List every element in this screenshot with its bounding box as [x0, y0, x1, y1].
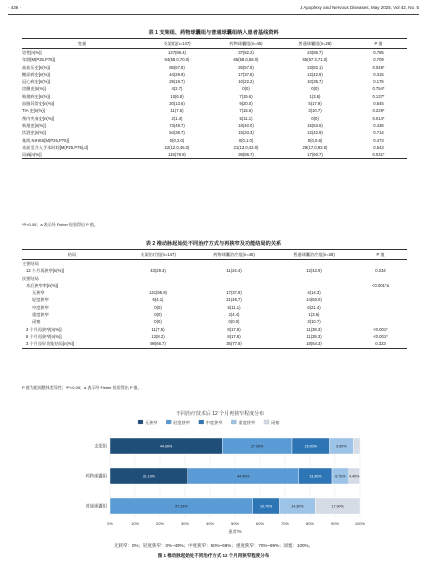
table-cell: 9(20.0): [239, 101, 253, 107]
data-label: 9.50%: [336, 444, 347, 449]
x-tick-label: 90%: [330, 521, 340, 526]
table2-caption: 表 2 椎动脉起始处不同治疗方式与再狭窄及功能结局的关系: [145, 241, 282, 247]
table-cell: 6 个月再狭窄[n(%)]: [26, 333, 62, 339]
column-header: 普通球囊组(n=28): [280, 39, 350, 49]
x-tick-label: 0%: [107, 521, 113, 526]
table-cell: 20(13.6): [169, 101, 185, 107]
category-label: 普通球囊组: [85, 503, 107, 509]
x-axis-label: 患者/%: [228, 529, 242, 534]
table-cell: [354, 260, 407, 268]
x-tick-label: 70%: [280, 521, 290, 526]
table-cell: 0.014*: [372, 115, 385, 121]
column-header: 支架组(n=147): [142, 39, 212, 49]
table-cell: 3 个月再狭窄[n(%)]: [26, 326, 62, 332]
x-tick-label: 100%: [354, 521, 366, 526]
table-cell: 房颤史[n(%)]: [22, 86, 46, 92]
table-cell: [122, 275, 194, 282]
table-cell: 17(37.8): [226, 290, 242, 296]
table-cell: 23(82.1): [307, 64, 323, 70]
legend-swatch: [264, 420, 269, 424]
table-cell: <0.001*: [373, 326, 388, 332]
table-cell: 0.137*: [372, 93, 385, 99]
table-row: [22, 129, 407, 136]
table-cell: 21(46.7): [226, 297, 242, 303]
table-cell: 2(1.4): [171, 115, 183, 121]
table-cell: 21(13.0,42.0): [233, 144, 259, 150]
data-label: 17.90%: [331, 504, 344, 509]
table-cell: 0(0): [242, 86, 250, 92]
table-row: [22, 78, 407, 85]
data-label: 57.10%: [175, 504, 188, 509]
column-header: 变量: [22, 39, 142, 49]
table-cell: 0.031*: [350, 151, 407, 159]
table-row: [22, 318, 407, 325]
table-row: [22, 115, 407, 122]
bar-segment: [353, 438, 360, 454]
data-label: 14.30%: [291, 504, 304, 509]
header-rule: [8, 14, 419, 15]
table-cell: 116(78.9): [142, 151, 212, 159]
table-cell: 24(85.7): [307, 50, 323, 55]
table-cell: 65(57.3,71.0): [302, 57, 328, 63]
legend-label: 中度狭窄: [205, 419, 223, 425]
legend-label: 闭塞: [271, 419, 280, 425]
table-cell: 吸烟史[n(%)]: [22, 122, 46, 128]
table-cell: 0(0): [311, 115, 319, 121]
data-label: 13.30%: [309, 474, 322, 479]
table-cell: 0.785: [373, 50, 384, 55]
table-cell: 0(0): [154, 304, 162, 310]
table-row: [22, 71, 407, 78]
table-cell: TIA 史[n(%)]: [22, 108, 45, 114]
column-header: 药物球囊组(n=45): [212, 39, 280, 49]
table-cell: 85(57.8): [169, 64, 185, 70]
table-cell: 0(0,1.0): [238, 137, 254, 143]
table-row: [22, 137, 407, 144]
table-cell: [122, 282, 194, 289]
table-cell: 17(37.8): [238, 71, 254, 77]
table-cell: 吸烟病史[n(%)]: [22, 93, 50, 99]
table1-note: *P<0.05；a 表示经 Fisher 检验得出 P 值。: [22, 222, 98, 227]
table-cell: 11(7.5): [151, 326, 165, 332]
table-cell: 主要结局: [22, 261, 39, 266]
chart-title: 不同治疗技术后 12 个月再狭窄程度分布: [175, 411, 265, 417]
table-cell: 11(39.3): [306, 333, 322, 339]
table-cell: <0.001*a: [372, 282, 389, 288]
journal-citation: J Apoplexy and Nervous Diseases, May 2025, Vol 42, No. 5: [300, 5, 419, 10]
column-header: P 值: [350, 39, 407, 49]
table-cell: [194, 260, 274, 268]
x-tick-label: 50%: [230, 521, 240, 526]
table-row: [22, 267, 407, 274]
restenosis-chart: [70, 408, 370, 538]
data-label: 4.40%: [349, 474, 360, 479]
table-cell: 98(66.7): [122, 340, 194, 348]
table-cell: 6(21.4): [307, 304, 321, 310]
table-cell: 12 个月再狭窄[n(%)]: [26, 268, 64, 274]
table-cell: 0.473: [373, 137, 384, 143]
table-cell: 127(86.4): [168, 50, 186, 55]
table-cell: [354, 304, 407, 311]
table-cell: [274, 282, 354, 289]
table-cell: 8(17.8): [227, 326, 241, 332]
table-row: [22, 311, 407, 318]
table-cell: 闭塞: [32, 319, 41, 325]
table-cell: 0.714: [373, 130, 384, 136]
table-cell: 0.048*: [372, 64, 385, 70]
table-cell: 15(53.6): [307, 122, 323, 128]
table-cell: 0.436: [373, 122, 384, 128]
table-row: [22, 85, 407, 92]
table-cell: 5(11.1): [227, 304, 241, 310]
table-cell: 高血压史[n(%)]: [22, 64, 50, 70]
data-label: 31.10%: [142, 474, 155, 479]
table-row: [22, 333, 407, 340]
table-cell: 0.545: [373, 101, 384, 107]
table-cell: 5(17.9): [308, 101, 322, 107]
table-cell: 11(7.5): [170, 108, 184, 114]
table-cell: [354, 311, 407, 318]
table-cell: 7(15.6): [239, 108, 253, 114]
x-tick-label: 10%: [130, 521, 140, 526]
table-cell: [354, 289, 407, 296]
table-cell: 饮酒史[n(%)]: [22, 130, 46, 136]
table-cell: 7(15.6): [239, 93, 253, 99]
table-cell: 2(4.4): [228, 312, 240, 318]
table-cell: 颅内夹血史[n(%)]: [22, 115, 55, 121]
table-cell: [274, 260, 354, 268]
table-cell: [194, 275, 274, 282]
table-cell: 10(35.7): [307, 79, 323, 85]
table-cell: 年龄[M(P25,P75)]: [22, 57, 56, 63]
table-cell: 基线 NIHSS[M(P25,P75)]: [22, 137, 70, 143]
data-label: 10.70%: [260, 504, 273, 509]
table-cell: 18(64.3): [274, 340, 354, 348]
x-tick-label: 80%: [305, 521, 315, 526]
data-label: 6.70%: [335, 474, 346, 479]
table-cell: 44(29.9): [169, 71, 185, 77]
table2-note: P 值为组间整体差异性；*P<0.05；a 表示经 Fisher 检验得出 P 值。: [22, 385, 142, 390]
table-cell: 0(0.0): [228, 319, 240, 325]
table-cell: 64(58.0,70.0): [164, 57, 190, 63]
table-cell: 术前至介入手术时间[M(P25,P75),d]: [22, 144, 88, 150]
table-row: [22, 326, 407, 333]
table-cell: 26(57.8): [238, 64, 254, 70]
table-cell: 无狭窄: [32, 290, 45, 296]
data-label: 15.00%: [304, 444, 317, 449]
data-label: 44.90%: [160, 444, 173, 449]
category-label: 药物球囊组: [85, 473, 107, 479]
table-cell: 0.323: [354, 340, 407, 348]
table-cell: 1(3.6): [309, 93, 321, 99]
column-header: 普通球囊治疗组(n=28): [274, 250, 354, 260]
table-cell: 39(86.7): [212, 151, 280, 159]
legend-swatch: [199, 420, 204, 424]
table-cell: [354, 318, 407, 325]
table-cell: 轻度狭窄: [32, 297, 49, 303]
table-cell: 0.176: [373, 79, 384, 85]
baseline-table: [22, 38, 407, 159]
table-cell: 37(82.2): [238, 50, 254, 55]
column-header: P 值: [354, 250, 407, 260]
table-row: [22, 340, 407, 348]
table-cell: 0(0,0.8): [307, 137, 323, 143]
table-row: [22, 49, 407, 57]
table-cell: 10(22.2): [238, 79, 254, 85]
table-cell: 12(42.9): [307, 71, 323, 77]
table-cell: <0.001*: [373, 333, 388, 339]
table-cell: 局麻[n(%)]: [22, 151, 142, 159]
legend-label: 轻度狭窄: [173, 419, 190, 425]
table-cell: 8(17.8): [227, 333, 241, 339]
legend-swatch: [231, 420, 236, 424]
table-row: [22, 122, 407, 129]
x-tick-label: 60%: [255, 521, 265, 526]
table-cell: 0(0): [311, 86, 319, 92]
table-cell: 0.229*: [372, 108, 385, 114]
table-row: [22, 100, 407, 107]
table-cell: 11(24.4): [226, 268, 242, 274]
legend-label: 重度狭窄: [238, 419, 256, 425]
table-row: [22, 93, 407, 100]
table-cell: 29(19.7): [169, 79, 185, 85]
table-cell: 6(4.1): [152, 297, 164, 303]
column-header: 药物球囊治疗组(n=45): [194, 250, 274, 260]
column-header: 支架治疗组(n=147): [122, 250, 194, 260]
table-cell: 0.709: [373, 57, 384, 63]
table-cell: 73(49.7): [169, 122, 185, 128]
table-cell: 0.234: [375, 268, 386, 274]
table-cell: 0(0,2.0): [169, 137, 185, 143]
table-cell: 18(40.0): [238, 122, 254, 128]
table-row: [22, 64, 407, 71]
legend-swatch: [166, 420, 171, 424]
figure-caption: 图 1 椎动脉起始处不同治疗方式 12 个月再狭窄程度分布: [157, 553, 270, 558]
table-cell: 重度狭窄: [32, 312, 49, 318]
table-cell: [354, 296, 407, 303]
table-cell: 男性[n(%)]: [22, 50, 42, 55]
table-cell: [354, 275, 407, 282]
table-cell: 17(60.7): [280, 151, 350, 159]
table-cell: 1(3.6): [308, 312, 320, 318]
table-cell: 65(58.0,68.0): [233, 57, 259, 63]
figure-note: 无狭窄：0%；轻度狭窄：0%~49%；中度狭窄：50%~69%；重度狭窄：70%~99%；闭塞：100%。: [114, 543, 313, 548]
table-cell: 中度狭窄: [32, 304, 49, 310]
table-row: [22, 282, 407, 289]
table-cell: 43(29.3): [150, 268, 166, 274]
legend-label: 无狭窄: [145, 419, 158, 425]
table-cell: 5(11.1): [239, 115, 253, 121]
table-cell: [122, 260, 194, 268]
table-cell: 糖尿病史[n(%)]: [22, 71, 50, 77]
table-row: [22, 260, 407, 268]
table-cell: 10(6.8): [170, 93, 184, 99]
table-cell: 3 个月良好功能结局[n(%)]: [22, 340, 122, 348]
table-cell: 血脂异常史[n(%)]: [22, 101, 55, 107]
table-cell: 11(39.3): [306, 326, 322, 332]
table-cell: 4(14.3): [307, 290, 321, 296]
table-cell: 14(50.0): [306, 297, 322, 303]
table-row: [22, 296, 407, 303]
table-cell: 22(12.0,45.0): [164, 144, 190, 150]
table-cell: [194, 282, 274, 289]
x-tick-label: 40%: [205, 521, 215, 526]
table-row: [22, 56, 407, 63]
table-cell: 次要结局: [22, 275, 39, 281]
table-cell: 3(10.7): [308, 108, 322, 114]
table-cell: 12(8.2): [151, 333, 165, 339]
column-header: 结局: [22, 250, 122, 260]
table-cell: 29(17.0,82.5): [302, 144, 328, 150]
data-label: 27.90%: [251, 444, 264, 449]
table-cell: 0.315: [373, 71, 384, 77]
table-row: [22, 304, 407, 311]
table-cell: [274, 275, 354, 282]
page-number: · 436 ·: [8, 5, 22, 10]
table-cell: 4(2.7): [171, 86, 183, 92]
table-cell: 术后狭窄率[n(%)]: [26, 282, 59, 288]
x-tick-label: 20%: [155, 521, 165, 526]
legend-swatch: [138, 420, 143, 424]
table-row: [22, 275, 407, 282]
table-cell: 15(33.3): [238, 130, 254, 136]
table-cell: 3(10.7): [307, 319, 321, 325]
table1-caption: 表 1 支架组、药物球囊组与普通球囊组纳入患者基线资料: [148, 30, 279, 36]
data-label: 44.40%: [237, 474, 250, 479]
table-cell: 54(36.7): [169, 130, 185, 136]
table-cell: 12(42.9): [307, 130, 323, 136]
table-row: [22, 289, 407, 296]
table-cell: 12(42.9): [306, 268, 322, 274]
outcome-table: [22, 249, 407, 349]
table-row: [22, 144, 407, 151]
table-cell: 0.543: [373, 144, 384, 150]
table-cell: 0.754*: [372, 86, 385, 92]
table-cell: 0(0): [154, 319, 162, 325]
table-cell: 0(0): [154, 312, 162, 318]
table-row: [22, 151, 407, 159]
x-tick-label: 30%: [180, 521, 190, 526]
table-cell: 141(95.9): [149, 290, 167, 296]
table-row: [22, 107, 407, 114]
table-cell: 冠心病史[n(%)]: [22, 79, 50, 85]
category-label: 支架组: [94, 443, 107, 449]
table-cell: 35(77.8): [194, 340, 274, 348]
